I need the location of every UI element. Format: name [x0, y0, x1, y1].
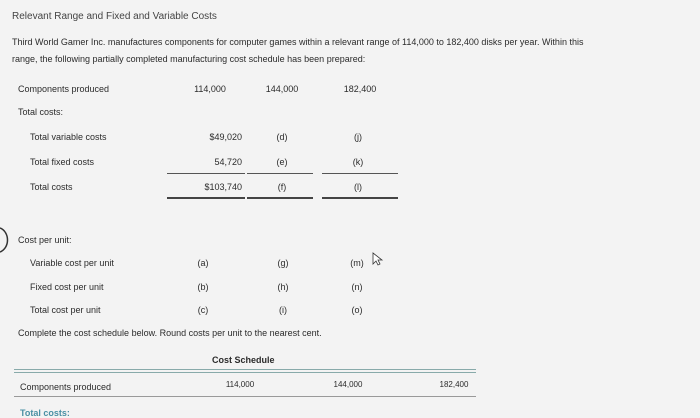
schedule-components-produced-label: Components produced: [20, 382, 112, 392]
cost-per-unit-heading: Cost per unit:: [18, 235, 72, 245]
cell-fixed-114000: 54,720: [214, 157, 242, 167]
cell-f: (f): [277, 182, 287, 192]
cell-a: (a): [197, 258, 209, 268]
row-label-total-variable-costs: Total variable costs: [30, 132, 107, 142]
cell-d: (d): [276, 132, 288, 142]
left-edge-curve-icon: [0, 226, 12, 254]
components-produced-label: Components produced: [18, 84, 110, 94]
schedule-col-header-2: 144,000: [333, 380, 363, 389]
col-header-1: 114,000: [194, 84, 226, 94]
instruction-text: Complete the cost schedule below. Round costs per unit to the nearest cent.: [18, 328, 322, 338]
page-title: Relevant Range and Fixed and Variable Costs: [12, 11, 217, 22]
cell-k: (k): [352, 157, 364, 167]
cell-j: (j): [354, 132, 362, 142]
col-header-2: 144,000: [265, 84, 299, 94]
cell-h: (h): [277, 282, 289, 292]
cell-b: (b): [197, 282, 209, 292]
cell-m: (m): [350, 258, 364, 268]
cell-i: (i): [279, 305, 287, 315]
row-label-total-cost-per-unit: Total cost per unit: [30, 305, 101, 315]
cell-o: (o): [351, 305, 363, 315]
schedule-col-header-3: 182,400: [439, 380, 469, 389]
cost-schedule-title: Cost Schedule: [212, 355, 275, 365]
cell-variable-114000: $49,020: [209, 132, 242, 142]
cell-l: (l): [354, 182, 362, 192]
schedule-col-header-1: 114,000: [225, 380, 255, 389]
row-label-total-costs: Total costs: [30, 182, 73, 192]
row-label-variable-cost-per-unit: Variable cost per unit: [30, 258, 114, 268]
schedule-total-costs-heading: Total costs:: [20, 408, 70, 418]
intro-line-2: range, the following partially completed manufacturing cost schedule has been prepared:: [12, 54, 366, 64]
cell-e: (e): [276, 157, 288, 167]
mouse-cursor-icon: [372, 252, 384, 266]
row-label-fixed-cost-per-unit: Fixed cost per unit: [30, 282, 104, 292]
total-costs-heading: Total costs:: [18, 107, 64, 117]
cell-g: (g): [277, 258, 289, 268]
cell-c: (c): [197, 305, 209, 315]
intro-line-1: Third World Gamer Inc. manufactures components for computer games within a relevant range of 114,000 to 182,400 disks per year. Within this: [12, 37, 584, 47]
row-label-total-fixed-costs: Total fixed costs: [30, 157, 95, 167]
col-header-3: 182,400: [343, 84, 377, 94]
cell-n: (n): [351, 282, 363, 292]
cell-total-114000: $103,740: [204, 182, 242, 192]
